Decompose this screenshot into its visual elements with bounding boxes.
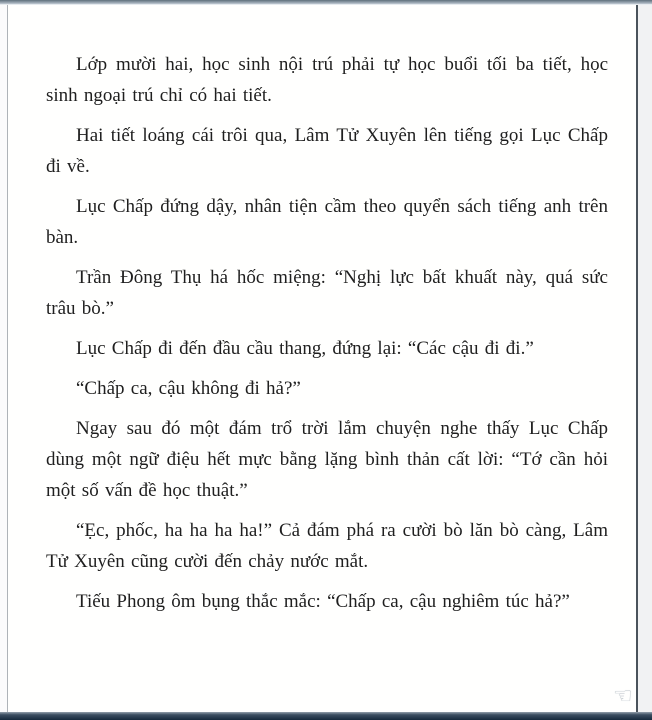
paragraph: Ngay sau đó một đám trổ trời lắm chuyện nghe thấy Lục Chấp dùng một ngữ điệu hết mực bằng lặng bình thản cất lời: “Tớ cần hỏi một số vấn đề học thuật.”: [46, 418, 608, 501]
hand-cursor-icon: ☜: [613, 684, 633, 709]
paragraph: Lục Chấp đi đến đầu cầu thang, đứng lại: “Các cậu đi đi.”: [76, 338, 534, 359]
paragraph: Lớp mười hai, học sinh nội trú phải tự học buổi tối ba tiết, học sinh ngoại trú chỉ có hai tiết.: [46, 54, 608, 106]
paragraph: Trần Đông Thụ há hốc miệng: “Nghị lực bất khuất này, quá sức trâu bò.”: [46, 267, 608, 319]
bottom-window-edge: [0, 712, 652, 720]
paragraph: “Ẹc, phốc, ha ha ha ha!” Cả đám phá ra cười bò lăn bò càng, Lâm Tử Xuyên cũng cười đến chảy nước mắt.: [46, 520, 608, 572]
top-edge-highlight: [0, 4, 652, 5]
paragraph: Lục Chấp đứng dậy, nhân tiện cầm theo quyển sách tiếng anh trên bàn.: [46, 196, 608, 248]
text-content: [8, 5, 636, 626]
right-page-border: [636, 4, 638, 712]
paragraph: Hai tiết loáng cái trôi qua, Lâm Tử Xuyên lên tiếng gọi Lục Chấp đi về.: [46, 125, 608, 177]
right-gutter: [638, 4, 652, 712]
paragraph: Tiếu Phong ôm bụng thắc mắc: “Chấp ca, cậu nghiêm túc hả?”: [76, 591, 570, 612]
paragraph: “Chấp ca, cậu không đi hả?”: [76, 378, 301, 399]
